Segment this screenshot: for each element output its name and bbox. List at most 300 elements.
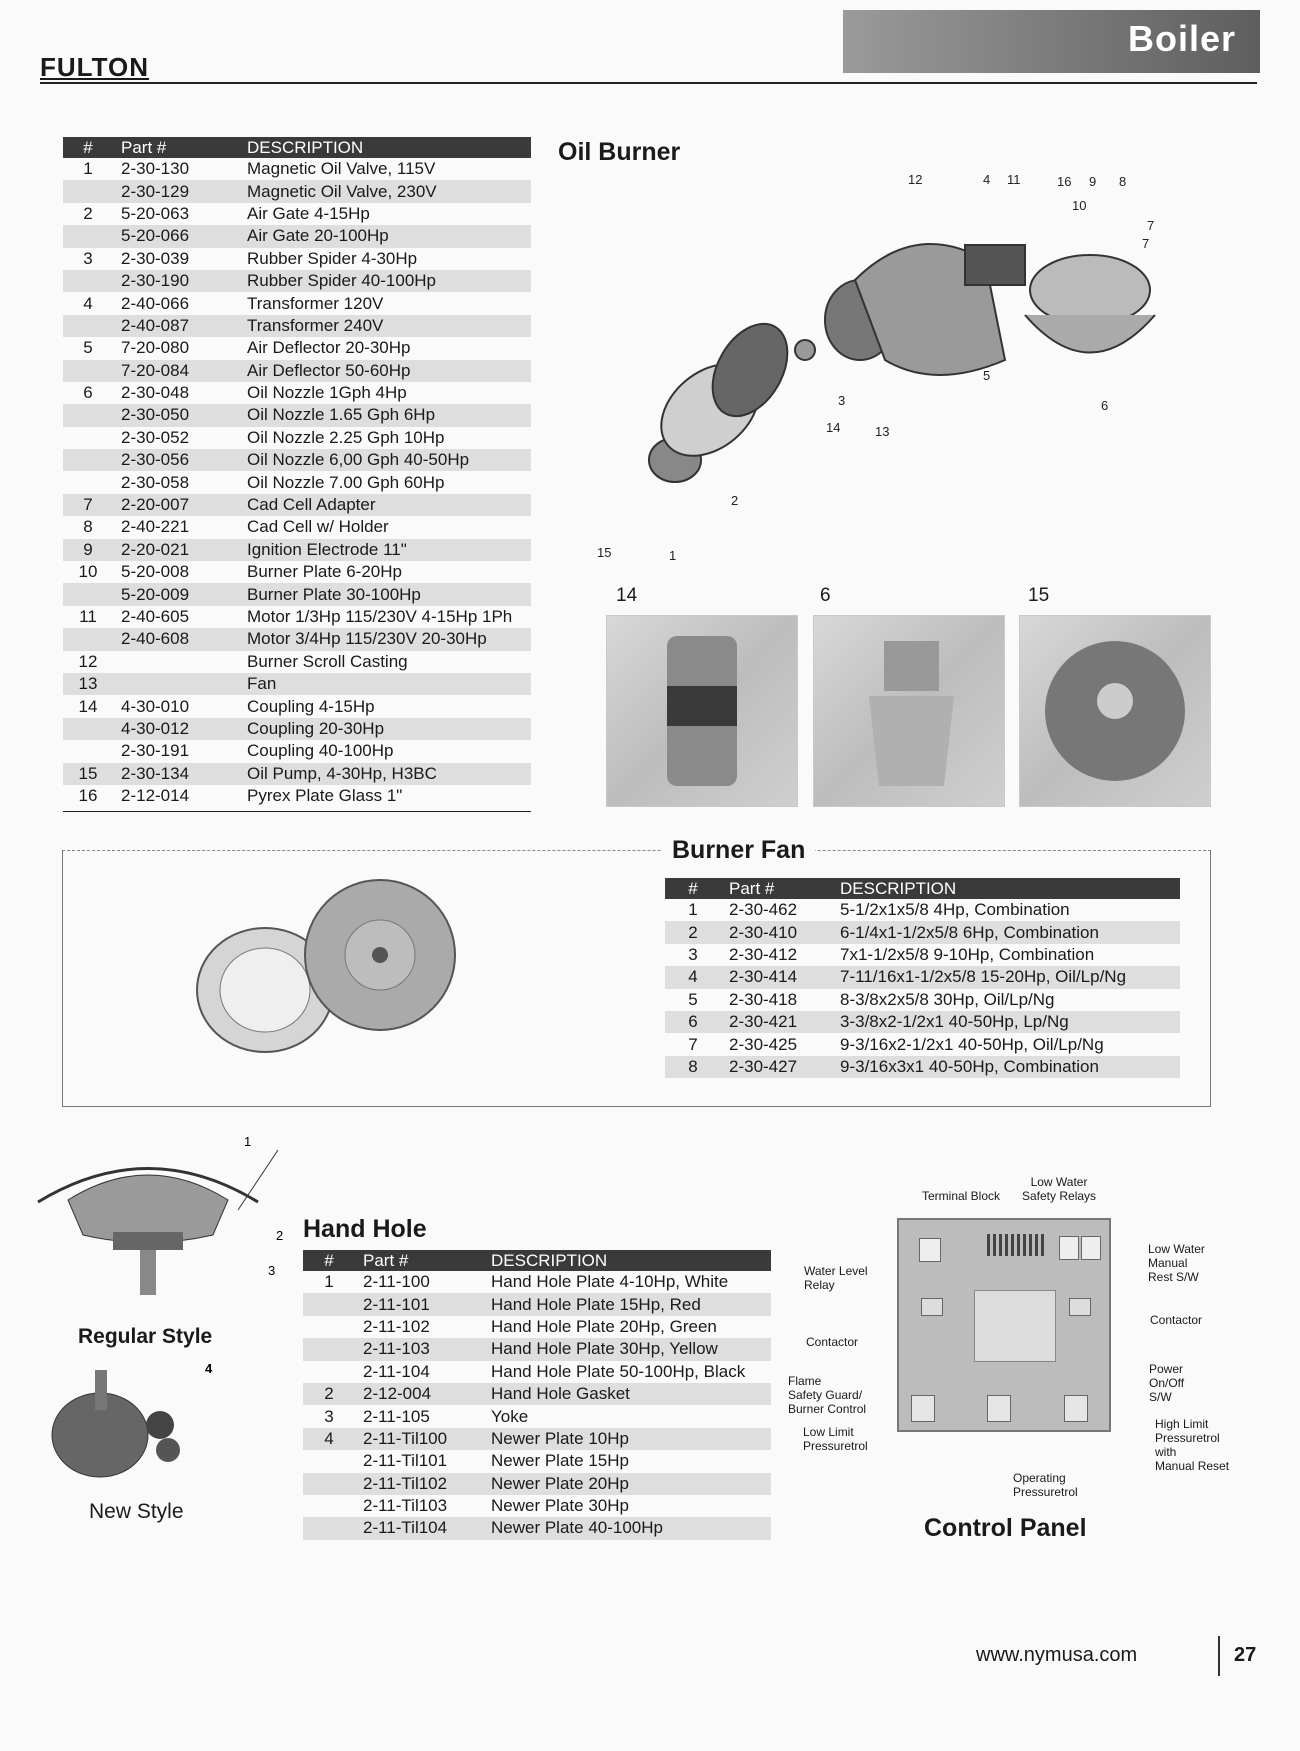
label-line: Flame [788,1374,822,1388]
row-description: Rubber Spider 4-30Hp [247,248,418,268]
brand-name: FULTON [40,52,150,82]
section-banner [843,10,1260,73]
row-number: 6 [83,383,93,403]
table-row [665,989,1180,1011]
table-row [63,471,531,493]
callout-1: 1 [669,548,677,563]
row-number: 15 [63,763,113,785]
col-number: # [665,878,721,899]
callout-11: 11 [1007,172,1021,187]
row-part-number: 2-30-412 [729,944,798,964]
label-line: Manual [1148,1256,1188,1270]
callout-4: 4 [983,172,991,187]
table-row [63,427,531,449]
row-description: Hand Hole Plate 20Hp, Green [491,1316,717,1336]
table-row [63,449,531,471]
label-line: Water Level [804,1264,868,1278]
row-description: Cad Cell w/ Holder [247,517,389,537]
row-description: Magnetic Oil Valve, 115V [247,159,436,179]
col-description: DESCRIPTION [832,878,1180,899]
callout-9: 9 [1089,174,1097,189]
row-part-number: 2-30-048 [121,383,190,403]
table-row [303,1338,771,1360]
page-number: 27 [1234,1644,1257,1666]
table-row [63,382,531,404]
row-part-number: 2-30-421 [721,1011,832,1033]
table-row [303,1495,771,1517]
contactor-left-label: Contactor [806,1335,859,1349]
callout-3: 3 [838,393,846,408]
row-number: 4 [83,293,93,313]
row-description: Newer Plate 40-100Hp [483,1517,771,1539]
row-part-number: 2-40-608 [113,628,239,650]
col-description: DESCRIPTION [483,1250,771,1271]
row-number [63,471,113,493]
row-description: Hand Hole Plate 30Hp, Yellow [483,1338,771,1360]
row-part-number: 7-20-084 [113,360,239,382]
row-part-number: 2-11-103 [355,1338,483,1360]
row-part-number: 2-11-Til103 [363,1496,448,1516]
row-description: Oil Nozzle 1Gph 4Hp [247,383,407,403]
table-header-row [665,878,1180,899]
safety-relay-shape [1081,1236,1101,1260]
row-description: Pyrex Plate Glass 1" [247,786,403,806]
row-part-number: 2-11-Til104 [355,1517,483,1539]
row-description: 9-3/16x2-1/2x1 40-50Hp, Oil/Lp/Ng [840,1034,1104,1054]
table-row [63,158,531,180]
coupling-shape [795,340,815,360]
row-number: 16 [78,786,98,806]
power-switch-label [1149,1362,1184,1404]
control-panel-image [897,1218,1111,1432]
row-number: 9 [63,539,113,561]
row-number [63,628,113,650]
row-part-number: 2-30-418 [729,989,798,1009]
row-part-number: 2-11-Til102 [355,1473,483,1495]
operating-pressuretrol-label [1013,1471,1078,1499]
table-row [63,337,531,359]
row-description: Hand Hole Gasket [483,1383,771,1405]
row-description: Burner Plate 6-20Hp [247,562,402,582]
low-water-manual-reset-label [1148,1242,1205,1284]
row-part-number: 2-11-102 [363,1316,430,1336]
row-number: 14 [78,696,98,716]
row-description: Hand Hole Plate 15Hp, Red [483,1293,771,1315]
table-row [63,248,531,270]
photo-label-6: 6 [820,585,831,606]
contactor-left-shape [921,1298,943,1316]
photo-label-15: 15 [1028,585,1050,606]
row-part-number: 2-11-101 [355,1293,483,1315]
row-part-number: 2-30-056 [113,449,239,471]
row-number: 10 [78,562,98,582]
transformer-shape [965,245,1025,285]
label-line: Rest S/W [1148,1270,1199,1284]
row-description: Air Gate 4-15Hp [247,203,370,223]
row-number [303,1361,355,1383]
callout-2: 2 [731,493,739,508]
table-row [63,763,531,785]
label-line: Burner Control [788,1402,867,1416]
row-description: Burner Scroll Casting [247,651,408,671]
row-number [63,360,113,382]
table-row [63,695,531,717]
col-part: Part # [113,137,239,158]
row-number: 12 [78,651,98,671]
row-description: Air Deflector 50-60Hp [239,360,531,382]
row-description: Coupling 4-15Hp [247,696,375,716]
table-row [63,292,531,314]
row-part-number: 2-30-191 [121,741,190,761]
row-part-number: 2-30-039 [121,248,190,268]
callout-12: 12 [908,172,923,187]
burner-fan-parts-table [665,878,1180,1078]
row-part-number: 2-30-425 [729,1034,798,1054]
control-panel-title: Control Panel [924,1514,1087,1542]
row-part-number: 2-30-410 [721,921,832,943]
row-number [63,225,113,247]
row-number [303,1450,355,1472]
row-number: 8 [83,517,93,537]
regular-style-hand-hole-image [28,1134,284,1320]
label-line: High Limit [1155,1417,1209,1431]
table-row [303,1361,771,1383]
row-part-number: 2-11-100 [363,1272,430,1292]
table-row [63,360,531,382]
row-description: Oil Nozzle 7.00 Gph 60Hp [247,472,445,492]
label-line: S/W [1149,1390,1172,1404]
row-number: 4 [303,1428,355,1450]
table-row [303,1271,771,1293]
label-line: Power [1149,1362,1184,1376]
row-description: Newer Plate 15Hp [491,1451,629,1471]
row-part-number: 2-11-104 [363,1361,430,1381]
row-number [63,583,113,605]
table-row [303,1316,771,1338]
header-rule [40,82,1257,84]
row-description: Coupling 40-100Hp [247,741,394,761]
table-row [303,1517,771,1539]
row-number: 3 [688,944,698,964]
row-description: Burner Plate 30-100Hp [239,583,531,605]
callout-6: 6 [1101,398,1109,413]
row-number: 8 [665,1056,721,1078]
col-number: # [303,1250,355,1271]
row-part-number: 2-40-087 [113,315,239,337]
row-number: 3 [83,248,93,268]
callout-16: 16 [1057,174,1072,189]
label-line: Low Water [1030,1175,1088,1189]
table-row [303,1293,771,1315]
footer-url[interactable]: www.nymusa.com [976,1644,1138,1666]
row-description: Hand Hole Plate 4-10Hp, White [491,1272,729,1292]
label-line: On/Off [1149,1376,1185,1390]
row-description: Motor 3/4Hp 115/230V 20-30Hp [239,628,531,650]
col-number: # [63,137,113,158]
label-line: Safety Guard/ [788,1388,863,1402]
row-part-number: 2-40-066 [121,293,190,313]
label-line: Safety Relays [1022,1189,1097,1203]
table-row [63,628,531,650]
label-line: with [1155,1445,1177,1459]
row-part-number: 2-11-105 [363,1406,430,1426]
row-part-number: 5-20-009 [113,583,239,605]
oil-pump-photo [1019,615,1211,807]
hand-hole-title: Hand Hole [303,1215,427,1243]
callout-8: 8 [1119,174,1127,189]
row-description: Transformer 240V [239,315,531,337]
row-description: 8-3/8x2x5/8 30Hp, Oil/Lp/Ng [840,989,1055,1009]
callout-15: 15 [597,545,612,560]
table-row [303,1450,771,1472]
table-row [665,1033,1180,1055]
table-row [63,270,531,292]
label-line: Pressuretrol [1155,1431,1220,1445]
new-style-hand-hole-image [40,1355,230,1495]
row-description: Air Gate 20-100Hp [239,225,531,247]
table-row [63,583,531,605]
terminal-block-shape [987,1234,1047,1256]
row-part-number: 2-30-414 [721,966,832,988]
row-number [63,449,113,471]
row-part-number: 2-30-058 [121,472,190,492]
table-row [665,899,1180,921]
banner-title: Boiler [1127,18,1236,59]
row-description: Cad Cell Adapter [239,494,531,516]
row-number [303,1517,355,1539]
row-description: Oil Nozzle 1.65 Gph 6Hp [239,404,531,426]
row-part-number: 4-30-012 [113,718,239,740]
table-row [303,1473,771,1495]
row-number: 7 [688,1034,698,1054]
oil-nozzle-photo [813,615,1005,807]
row-description: 6-1/4x1-1/2x5/8 6Hp, Combination [832,921,1180,943]
row-number: 5 [83,338,93,358]
row-part-number: 2-40-221 [121,517,190,537]
callout-10: 10 [1072,198,1087,213]
safety-relay-shape [1059,1236,1079,1260]
table-row [303,1383,771,1405]
row-part-number: 2-12-004 [355,1383,483,1405]
label-line: Low Limit [803,1425,854,1439]
hand-hole-callout-4: 4 [205,1361,213,1376]
row-number: 6 [665,1011,721,1033]
row-description: Newer Plate 30Hp [491,1496,629,1516]
label-line: Pressuretrol [1013,1485,1078,1499]
table-row [303,1428,771,1450]
oil-burner-title: Oil Burner [558,138,681,166]
row-part-number: 2-30-462 [729,900,798,920]
row-description: Coupling 20-30Hp [239,718,531,740]
callout-5: 5 [983,368,991,383]
table-row [63,539,531,561]
row-number: 1 [83,159,93,179]
hand-hole-parts-table [303,1250,771,1540]
row-part-number: 5-20-063 [121,203,190,223]
table-row [63,561,531,583]
table-row [63,225,531,247]
row-part-number: 2-20-007 [113,494,239,516]
row-part-number: 2-30-427 [721,1056,832,1078]
row-number: 2 [303,1383,355,1405]
row-part-number: 2-11-Til101 [363,1451,448,1471]
row-part-number: 2-30-130 [121,159,190,179]
new-style-label: New Style [89,1500,184,1523]
hand-hole-callout-2: 2 [276,1228,284,1243]
row-number: 2 [665,921,721,943]
contactor-right-label: Contactor [1150,1313,1203,1327]
row-description: 7-11/16x1-1/2x5/8 15-20Hp, Oil/Lp/Ng [832,966,1180,988]
row-number [63,180,113,202]
row-number: 5 [688,989,698,1009]
low-limit-pressuretrol-label [803,1425,868,1453]
table-bottom-rule [63,811,531,812]
row-number: 7 [63,494,113,516]
table-row [665,1011,1180,1033]
row-part-number: 2-11-Til100 [355,1428,483,1450]
row-number [63,404,113,426]
row-number: 1 [688,900,698,920]
contactor-right-shape [1069,1298,1091,1316]
table-row [63,785,531,807]
water-level-relay-shape [919,1238,941,1262]
table-row [63,404,531,426]
row-description: Oil Pump, 4-30Hp, H3BC [239,763,531,785]
row-description: Oil Nozzle 2.25 Gph 10Hp [247,427,445,447]
row-description: Magnetic Oil Valve, 230V [239,180,531,202]
burner-plate-shape [1030,255,1150,325]
table-row [63,180,531,202]
row-description: Ignition Electrode 11" [239,539,531,561]
col-part: Part # [721,878,832,899]
high-limit-pressuretrol-label [1155,1417,1229,1473]
row-number [303,1293,355,1315]
label-line: Operating [1013,1471,1066,1485]
table-row [63,740,531,762]
oil-burner-parts-table [63,137,531,807]
row-description: Yoke [491,1406,529,1426]
table-row [665,921,1180,943]
row-number: 11 [79,607,97,626]
row-part-number: 5-20-008 [121,562,190,582]
row-number [303,1338,355,1360]
row-part-number: 2-30-134 [113,763,239,785]
low-water-safety-relays-label [1022,1175,1096,1203]
row-part-number: 2-30-050 [113,404,239,426]
table-row [63,651,531,673]
footer-divider [1218,1636,1220,1676]
terminal-block-label: Terminal Block [922,1189,1001,1203]
row-description: Motor 1/3Hp 115/230V 4-15Hp 1Ph [247,607,513,626]
row-number [303,1495,355,1517]
row-description: 5-1/2x1x5/8 4Hp, Combination [840,900,1070,920]
row-part-number: 2-40-605 [121,607,190,626]
row-description: Oil Nozzle 6,00 Gph 40-50Hp [239,449,531,471]
label-line: Relay [804,1278,835,1292]
label-line: Pressuretrol [803,1439,868,1453]
coupling-photo [606,615,798,807]
table-row [63,718,531,740]
callout-14: 14 [826,420,841,435]
row-part-number: 2-12-014 [121,786,190,806]
row-part-number: 2-30-129 [113,180,239,202]
table-row [63,606,531,628]
table-row [303,1405,771,1427]
row-number [63,315,113,337]
table-row [665,1056,1180,1078]
row-part-number [113,673,239,695]
row-part-number: 5-20-066 [113,225,239,247]
table-row [63,494,531,516]
row-description: 9-3/16x3x1 40-50Hp, Combination [832,1056,1180,1078]
hand-hole-callout-1: 1 [244,1134,252,1149]
row-description: Rubber Spider 40-100Hp [239,270,531,292]
row-description: Newer Plate 10Hp [483,1428,771,1450]
label-line: Manual Reset [1155,1459,1230,1473]
row-part-number: 4-30-010 [121,696,190,716]
label-line: Low Water [1148,1242,1205,1256]
table-row [665,944,1180,966]
callout-7b: 7 [1142,236,1150,251]
row-number: 2 [83,203,93,223]
table-row [63,203,531,225]
col-part: Part # [355,1250,483,1271]
row-part-number [113,651,239,673]
high-limit-pressuretrol-shape [1064,1395,1088,1422]
flame-safety-guard-label [788,1374,866,1416]
low-limit-pressuretrol-shape [911,1395,935,1422]
row-number: 13 [63,673,113,695]
regular-style-label: Regular Style [78,1325,213,1348]
row-number [63,427,113,449]
callout-7a: 7 [1147,218,1155,233]
photo-label-14: 14 [616,585,638,606]
callout-13: 13 [875,424,890,439]
row-part-number: 2-20-021 [113,539,239,561]
row-number [303,1473,355,1495]
table-row [665,966,1180,988]
row-number: 4 [665,966,721,988]
row-part-number: 2-30-052 [121,427,190,447]
table-row [63,516,531,538]
flame-safety-guard-shape [974,1290,1056,1362]
row-description: Hand Hole Plate 50-100Hp, Black [491,1361,746,1381]
row-number [63,270,113,292]
row-description: 7x1-1/2x5/8 9-10Hp, Combination [840,944,1095,964]
water-level-relay-label [804,1264,868,1292]
row-number [63,718,113,740]
row-number [303,1316,355,1338]
air-deflector-shape [1025,315,1155,353]
row-description: Air Deflector 20-30Hp [247,338,411,358]
burner-fan-wheels-image [180,880,480,1070]
row-part-number: 2-30-190 [113,270,239,292]
row-description: Transformer 120V [247,293,384,313]
operating-pressuretrol-shape [987,1395,1011,1422]
row-number: 1 [324,1272,334,1292]
row-part-number: 7-20-080 [121,338,190,358]
table-row [63,315,531,337]
table-row [63,673,531,695]
row-description: Fan [239,673,531,695]
row-number [63,740,113,762]
table-header-row [63,137,531,158]
table-header-row [303,1250,771,1271]
burner-fan-title: Burner Fan [662,836,815,865]
col-description: DESCRIPTION [239,137,531,158]
row-description: 3-3/8x2-1/2x1 40-50Hp, Lp/Ng [832,1011,1180,1033]
row-description: Newer Plate 20Hp [483,1473,771,1495]
